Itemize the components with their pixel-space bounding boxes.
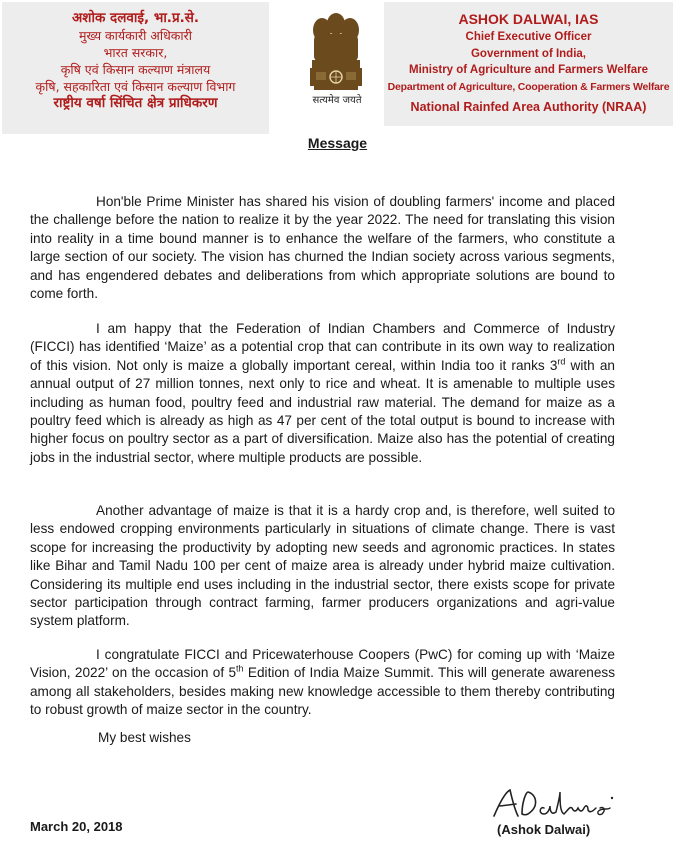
hindi-government: भारत सरकार, bbox=[103, 45, 168, 60]
english-government: Government of India, bbox=[470, 47, 586, 60]
ordinal-suffix: rd bbox=[557, 356, 566, 367]
closing-wishes: My best wishes bbox=[98, 730, 191, 745]
paragraph-4 bbox=[30, 646, 615, 720]
signatory-name: (Ashok Dalwai) bbox=[497, 822, 591, 837]
english-name: ASHOK DALWAI, IAS bbox=[458, 11, 599, 27]
letter-date: March 20, 2018 bbox=[30, 819, 123, 834]
english-authority: National Rainfed Area Authority (NRAA) bbox=[410, 100, 647, 114]
paragraph-4-part-b: Edition of India Maize Summit. This will generate awareness among all stakeholders, besides making new knowledge accessible to them thereby contributing to robust growth of maize sector in the country. bbox=[30, 665, 615, 718]
english-designation: Chief Executive Officer bbox=[465, 31, 592, 43]
paragraph-1: Hon'ble Prime Minister has shared his vision of doubling farmers' income and placed the challenge before the nation to realize it by the year 2022. The need for translating this vision into reality in a time bound manner is to enhance the welfare of the farmers, who constitute a large section of our society. The vision has churned the Indian society across various segments, and has engendered debates and deliberations from which appropriate solutions are bound to come forth. bbox=[30, 194, 615, 302]
paragraph-2-part-b: with an annual output of 27 million tonnes, next only to rice and wheat. It is amenable to multiple uses including as human food, poultry feed and industrial raw material. The demand for maize as a poultry feed which is already as high as 47 per cent of the total output is bound to increase with higher focus on poultry sector as a part of diversification. Maize also has the potential of creating jobs in the industrial sector, where multiple products are possible. bbox=[30, 357, 615, 465]
paragraph-2-part-a: I am happy that the Federation of Indian Chambers and Commerce of Industry (FICCI) has identified ‘Maize’ as a potential crop that can contribute in its own way to realization of this vision. Not only is maize a globally important cereal, within India too it ranks 3 bbox=[30, 321, 615, 373]
message-heading: Message bbox=[307, 135, 368, 151]
letterhead-hindi-block bbox=[2, 2, 269, 134]
emblem-motto: सत्यमेव जयते bbox=[312, 95, 362, 106]
ordinal-suffix: th bbox=[236, 663, 244, 674]
hindi-ministry: कृषि एवं किसान कल्याण मंत्रालय bbox=[60, 62, 211, 77]
hindi-designation: मुख्य कार्यकारी अधिकारी bbox=[79, 28, 192, 43]
english-department: Department of Agriculture, Cooperation & Farmers Welfare bbox=[387, 80, 670, 93]
letterhead bbox=[0, 0, 675, 138]
letterhead-english-block bbox=[384, 2, 673, 126]
hindi-name: अशोक दलवाई, भा.प्र.से. bbox=[71, 10, 200, 26]
hindi-authority: राष्ट्रीय वर्षा सिंचित क्षेत्र प्राधिकरण bbox=[53, 95, 218, 111]
paragraph-3: Another advantage of maize is that it is a hardy crop and, is therefore, well suited to less endowed cropping environments particularly in situations of climate change. There is vast scope for increasing the productivity by adopting new seeds and agronomic practices. In states like Bihar and Tamil Nadu 100 per cent of maize area is already under hybrid maize cultivation. Considering its multiple end uses including in the industrial sector, there exists scope for private sector participation through contract farming, farmer producers organizations and agri-value system platform. bbox=[30, 503, 615, 629]
english-ministry: Ministry of Agriculture and Farmers Welfare bbox=[408, 64, 648, 76]
paragraph-4-part-a: I congratulate FICCI and Pricewaterhouse Coopers (PwC) for coming up with ‘Maize Vision, 2022’ on the occasion of 5 bbox=[30, 647, 615, 681]
paragraph-2 bbox=[30, 320, 615, 467]
hindi-department: कृषि, सहकारिता एवं किसान कल्याण विभाग bbox=[35, 79, 236, 94]
